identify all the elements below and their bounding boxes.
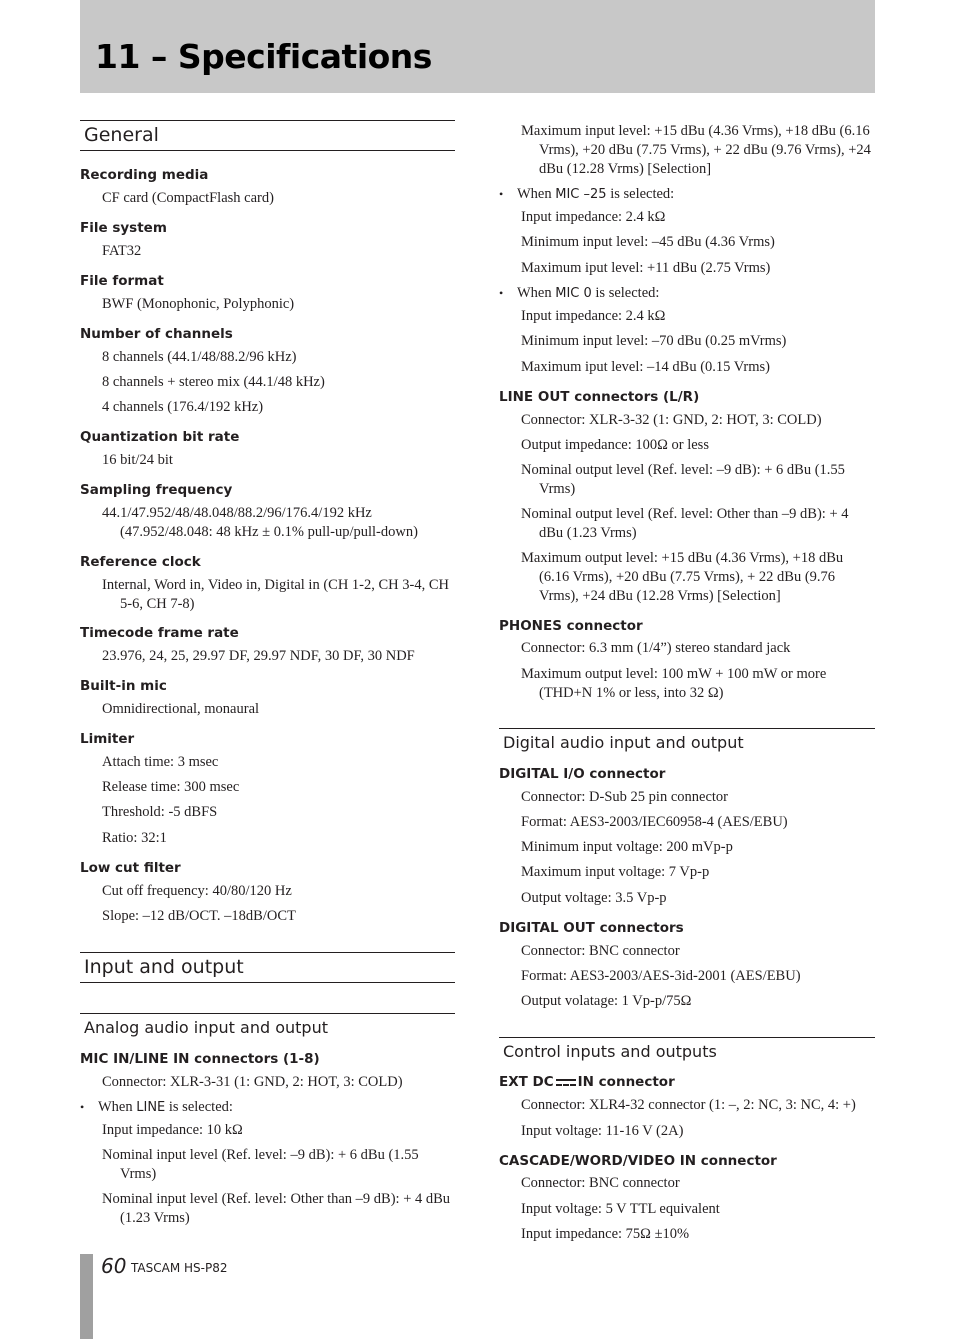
spec-value: FAT32 bbox=[102, 243, 142, 259]
spec-label-file-format: File format bbox=[80, 273, 164, 289]
spec-value: Connector: 6.3 mm (1/4”) stereo standard jack bbox=[521, 640, 791, 656]
spec-label-timecode: Timecode frame rate bbox=[80, 625, 239, 641]
spec-value: Connector: BNC connector bbox=[521, 943, 680, 959]
section-heading-input-output: Input and output bbox=[80, 952, 455, 983]
spec-label-sampling: Sampling frequency bbox=[80, 482, 233, 498]
spec-value: 8 channels + stereo mix (44.1/48 kHz) bbox=[102, 374, 325, 390]
bullet-icon: • bbox=[499, 286, 504, 300]
spec-value: Connector: XLR-3-32 (1: GND, 2: HOT, 3: COLD) bbox=[521, 412, 822, 428]
spec-value: Format: AES3-2003/IEC60958-4 (AES/EBU) bbox=[521, 814, 788, 830]
mode-key-mic25: MIC –25 bbox=[555, 187, 607, 202]
spec-value: Nominal output level (Ref. level: –9 dB): + 6 dBu (1.55 Vrms) bbox=[521, 462, 845, 497]
chapter-title: 11 – Specifications bbox=[95, 37, 432, 76]
footer-bar bbox=[80, 1254, 93, 1339]
spec-value: Output voltage: 3.5 Vp-p bbox=[521, 890, 667, 906]
page-number: 60 bbox=[101, 1254, 127, 1278]
spec-label-low-cut: Low cut filter bbox=[80, 860, 181, 876]
spec-value: Cut off frequency: 40/80/120 Hz bbox=[102, 883, 292, 899]
spec-value: Input voltage: 5 V TTL equivalent bbox=[521, 1201, 720, 1217]
spec-label-limiter: Limiter bbox=[80, 731, 135, 747]
spec-label-file-system: File system bbox=[80, 220, 167, 236]
spec-label-ext-dc bbox=[499, 1073, 675, 1091]
section-heading-general: General bbox=[80, 120, 455, 151]
bullet-text-post: is selected: bbox=[591, 285, 660, 301]
spec-value: Minimum input level: –45 dBu (4.36 Vrms) bbox=[521, 234, 775, 250]
mode-key-line: LINE bbox=[136, 1100, 166, 1115]
spec-value: Release time: 300 msec bbox=[102, 779, 240, 795]
spec-value: CF card (CompactFlash card) bbox=[102, 190, 274, 206]
ext-dc-label-pre: EXT DC bbox=[499, 1074, 554, 1090]
spec-value: Format: AES3-2003/AES-3id-2001 (AES/EBU) bbox=[521, 968, 801, 984]
spec-label-bit-rate: Quantization bit rate bbox=[80, 429, 240, 445]
spec-label-built-in-mic: Built-in mic bbox=[80, 678, 167, 694]
bullet-mic0-selected bbox=[499, 284, 875, 303]
spec-label-phones: PHONES connector bbox=[499, 618, 643, 634]
bullet-text-post: is selected: bbox=[165, 1099, 233, 1115]
spec-value: BWF (Monophonic, Polyphonic) bbox=[102, 296, 295, 312]
spec-value: Internal, Word in, Video in, Digital in (CH 1-2, CH 3-4, CH 5-6, CH 7-8) bbox=[102, 577, 450, 612]
spec-label-line-out: LINE OUT connectors (L/R) bbox=[499, 389, 700, 405]
spec-value: Input impedance: 75Ω ±10% bbox=[521, 1226, 690, 1242]
spec-label-mic-in: MIC IN/LINE IN connectors (1-8) bbox=[80, 1051, 320, 1067]
bullet-mic25-selected bbox=[499, 185, 875, 204]
spec-value: Ratio: 32:1 bbox=[102, 830, 167, 846]
spec-value: Slope: –12 dB/OCT. –18dB/OCT bbox=[102, 908, 296, 924]
spec-value: 23.976, 24, 25, 29.97 DF, 29.97 NDF, 30 DF, 30 NDF bbox=[102, 648, 415, 664]
spec-value: Connector: D-Sub 25 pin connector bbox=[521, 789, 728, 805]
bullet-text-pre: When bbox=[98, 1099, 137, 1115]
spec-label-recording-media: Recording media bbox=[80, 167, 209, 183]
bullet-text-post: is selected: bbox=[606, 186, 675, 202]
spec-value: Nominal input level (Ref. level: –9 dB): + 6 dBu (1.55 Vrms) bbox=[102, 1147, 419, 1182]
spec-label-digital-io: DIGITAL I/O connector bbox=[499, 766, 666, 782]
spec-value: Omnidirectional, monaural bbox=[102, 701, 260, 717]
spec-value: Input impedance: 2.4 kΩ bbox=[521, 209, 666, 225]
bullet-icon: • bbox=[80, 1100, 85, 1114]
dc-power-icon bbox=[556, 1078, 576, 1086]
spec-value: Maximum output level: 100 mW + 100 mW or more (THD+N 1% or less, into 32 Ω) bbox=[521, 666, 827, 701]
spec-value: Minimum input level: –70 dBu (0.25 mVrms) bbox=[521, 333, 787, 349]
spec-value: Connector: XLR4-32 connector (1: –, 2: NC, 3: NC, 4: +) bbox=[521, 1097, 856, 1113]
spec-value: Minimum input voltage: 200 mVp-p bbox=[521, 839, 733, 855]
ext-dc-label-post: IN connector bbox=[577, 1074, 675, 1090]
spec-value: Maximum output level: +15 dBu (4.36 Vrms), +18 dBu (6.16 Vrms), +20 dBu (7.75 Vrms), + 22 dBu (9.76 Vrms), +24 dBu (12.28 Vrms) [Selection] bbox=[521, 550, 844, 604]
subsection-heading-control: Control inputs and outputs bbox=[499, 1037, 875, 1063]
spec-value: Maximum iput level: +11 dBu (2.75 Vrms) bbox=[521, 260, 771, 276]
spec-value: Attach time: 3 msec bbox=[102, 754, 219, 770]
spec-value: Nominal output level (Ref. level: Other than –9 dB): + 4 dBu (1.23 Vrms) bbox=[521, 506, 849, 541]
spec-value: Input impedance: 2.4 kΩ bbox=[521, 308, 666, 324]
spec-value: Connector: XLR-3-31 (1: GND, 2: HOT, 3: COLD) bbox=[102, 1074, 403, 1090]
bullet-text-pre: When bbox=[517, 186, 556, 202]
subsection-heading-analog: Analog audio input and output bbox=[80, 1013, 455, 1039]
spec-value: Nominal input level (Ref. level: Other than –9 dB): + 4 dBu (1.23 Vrms) bbox=[102, 1191, 451, 1226]
bullet-line-selected bbox=[80, 1098, 455, 1117]
spec-label-channels: Number of channels bbox=[80, 326, 233, 342]
spec-value: Maximum iput level: –14 dBu (0.15 Vrms) bbox=[521, 359, 770, 375]
spec-value: Output impedance: 100Ω or less bbox=[521, 437, 709, 453]
spec-label-reference-clock: Reference clock bbox=[80, 554, 201, 570]
bullet-text-pre: When bbox=[517, 285, 556, 301]
bullet-icon: • bbox=[499, 187, 504, 201]
spec-value: 44.1/47.952/48/48.048/88.2/96/176.4/192 kHz (47.952/48.048: 48 kHz ± 0.1% pull-up/pull-down) bbox=[102, 505, 418, 540]
spec-value: Input impedance: 10 kΩ bbox=[102, 1122, 243, 1138]
spec-value: Connector: BNC connector bbox=[521, 1175, 680, 1191]
subsection-heading-digital: Digital audio input and output bbox=[499, 728, 875, 754]
spec-value: Maximum input voltage: 7 Vp-p bbox=[521, 864, 710, 880]
spec-value: Maximum input level: +15 dBu (4.36 Vrms), +18 dBu (6.16 Vrms), +20 dBu (7.75 Vrms), + 22 dBu (9.76 Vrms), +24 dBu (12.28 Vrms) [Selection] bbox=[521, 123, 871, 177]
spec-value: Input voltage: 11-16 V (2A) bbox=[521, 1123, 684, 1139]
spec-value: 16 bit/24 bit bbox=[102, 452, 173, 468]
spec-value: Threshold: -5 dBFS bbox=[102, 804, 218, 820]
footer-product: TASCAM HS-P82 bbox=[131, 1261, 228, 1275]
mode-key-mic0: MIC 0 bbox=[555, 286, 592, 301]
spec-value: Output volatage: 1 Vp-p/75Ω bbox=[521, 993, 692, 1009]
spec-value: 8 channels (44.1/48/88.2/96 kHz) bbox=[102, 349, 297, 365]
spec-value: 4 channels (176.4/192 kHz) bbox=[102, 399, 264, 415]
spec-label-digital-out: DIGITAL OUT connectors bbox=[499, 920, 684, 936]
spec-label-cascade: CASCADE/WORD/VIDEO IN connector bbox=[499, 1153, 777, 1169]
